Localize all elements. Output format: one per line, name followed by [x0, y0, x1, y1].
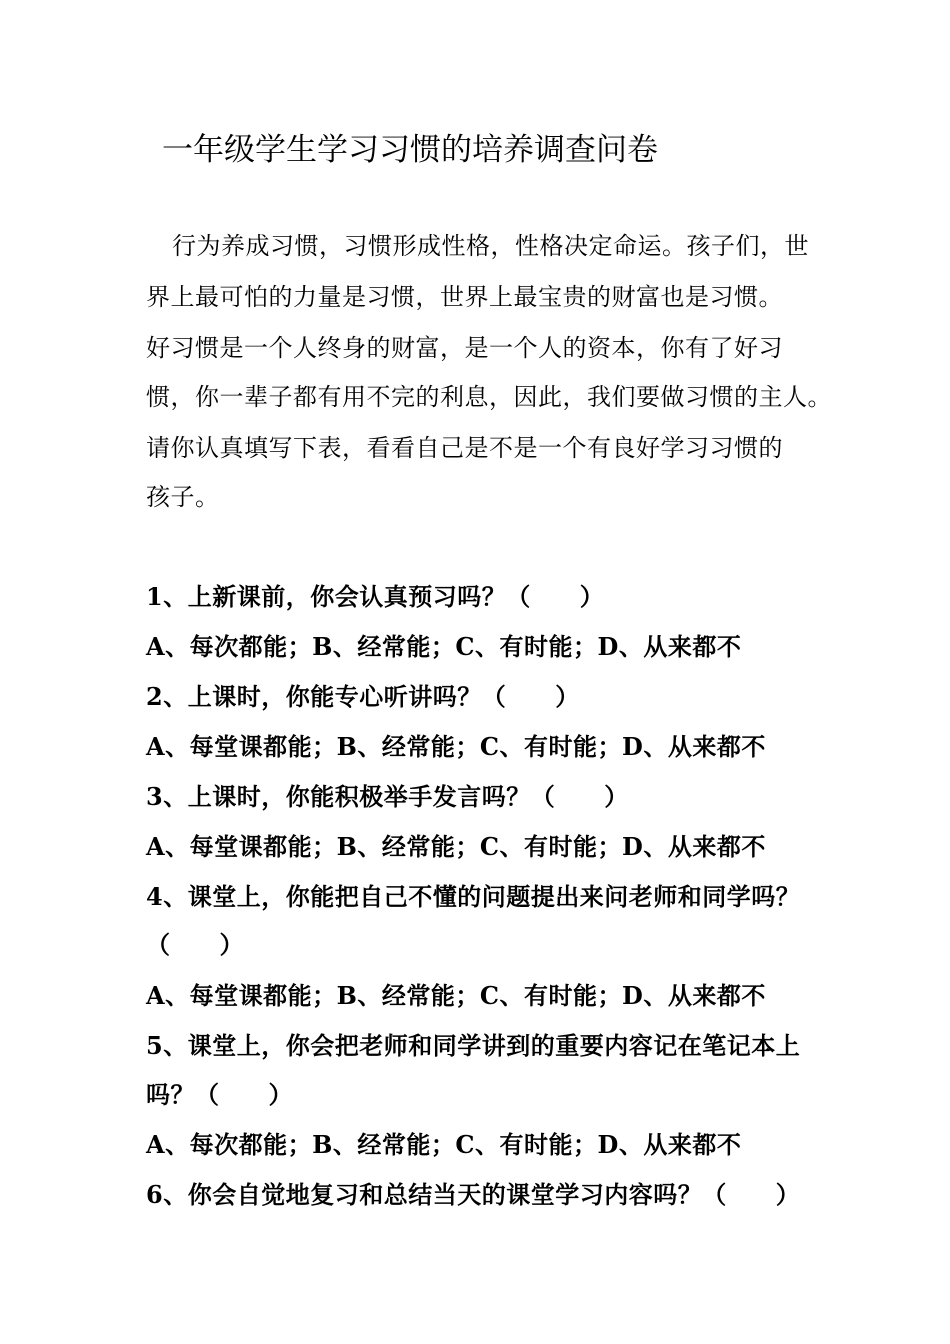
question-5: 5、课堂上，你会把老师和同学讲到的重要内容记在笔记本上 [146, 1031, 801, 1060]
question-3: 3、上课时，你能积极举手发言吗？（ ） [146, 782, 629, 811]
question-5-options: A、每次都能；B、经常能；C、有时能；D、从来都不 [146, 1130, 742, 1159]
intro-line-3: 好习惯是一个人终身的财富，是一个人的资本，你有了好习 [146, 334, 783, 362]
page-title: 一年级学生学习习惯的培养调查问卷 [162, 132, 658, 168]
intro-line-4: 惯，你一辈子都有用不完的利息，因此，我们要做习惯的主人。 [146, 383, 832, 411]
intro-line-1: 行为养成习惯，习惯形成性格，性格决定命运。孩子们，世 [172, 232, 809, 260]
question-1-options: A、每次都能；B、经常能；C、有时能；D、从来都不 [146, 632, 742, 661]
question-4-options: A、每堂课都能；B、经常能；C、有时能；D、从来都不 [146, 981, 766, 1010]
intro-line-5: 请你认真填写下表，看看自己是不是一个有良好学习习惯的 [146, 434, 783, 462]
question-2: 2、上课时，你能专心听讲吗？（ ） [146, 682, 580, 711]
question-1: 1、上新课前，你会认真预习吗？（ ） [146, 582, 605, 611]
question-4-continued: （ ） [146, 930, 244, 959]
question-4: 4、课堂上，你能把自己不懂的问题提出来问老师和同学吗？ [146, 882, 801, 911]
question-2-options: A、每堂课都能；B、经常能；C、有时能；D、从来都不 [146, 732, 766, 761]
question-3-options: A、每堂课都能；B、经常能；C、有时能；D、从来都不 [146, 832, 766, 861]
intro-line-6: 孩子。 [146, 483, 220, 511]
intro-line-2: 界上最可怕的力量是习惯，世界上最宝贵的财富也是习惯。 [146, 283, 783, 311]
question-6: 6、你会自觉地复习和总结当天的课堂学习内容吗？（ ） [146, 1180, 801, 1209]
question-5-continued: 吗？（ ） [146, 1080, 293, 1109]
